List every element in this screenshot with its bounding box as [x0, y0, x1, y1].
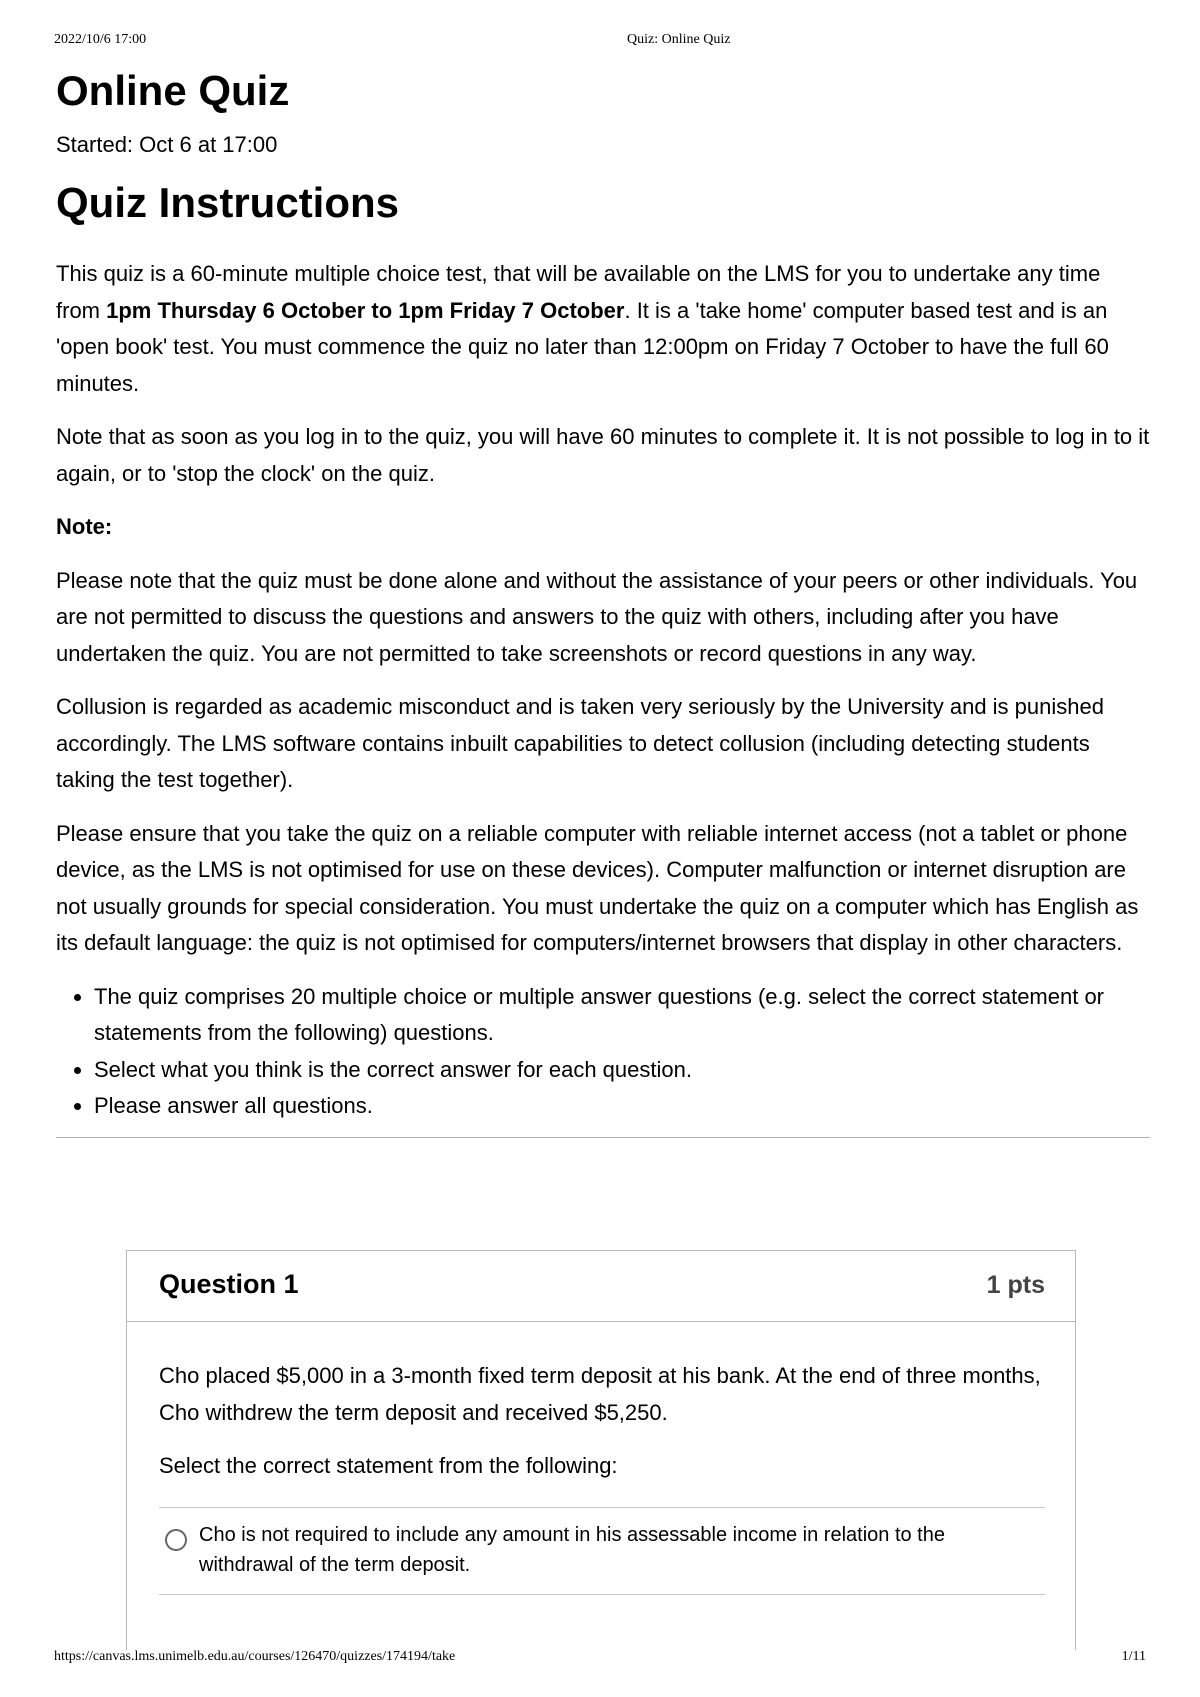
instructions-heading: Quiz Instructions: [56, 179, 400, 226]
list-item: • Select what you think is the correct answer for each question.: [94, 1052, 1150, 1089]
instructions-paragraph-collusion: Collusion is regarded as academic misconduct and is taken very seriously by the University and is punished accordingly. The LMS software contains inbuilt capabilities to detect collusion (including detecting students taking the test together).: [56, 694, 1104, 792]
print-url: https://canvas.lms.unimelb.edu.au/courses/126470/quizzes/174194/take: [54, 1649, 456, 1664]
instructions-text: This quiz is a 60-minute multiple choice test, that will be available on the LMS for you to undertake any time from: [56, 261, 1101, 323]
radio-button[interactable]: [165, 1529, 187, 1551]
instructions-rules-list: [56, 979, 1150, 1125]
instructions-paragraph-availability: [56, 256, 1150, 402]
question-title: Question 1: [159, 1269, 299, 1299]
print-page-title: Quiz: Online Quiz: [627, 32, 731, 47]
list-item: • The quiz comprises 20 multiple choice or multiple answer questions (e.g. select the correct statement or statements from the following) questions.: [94, 979, 1150, 1052]
note-label: Note:: [56, 514, 113, 539]
print-footer: [54, 1649, 1146, 1669]
instructions-paragraph-individual-work: Please note that the quiz must be done alone and without the assistance of your peers or other individuals. You are not permitted to discuss the questions and answers to the quiz with others, including after you have undertaken the quiz. You are not permitted to take screenshots or record questions in any way.: [56, 567, 1138, 666]
quiz-title: Online Quiz: [56, 67, 290, 114]
print-page-number: 1/11: [1121, 1649, 1146, 1664]
instructions-paragraph-technical: Please ensure that you take the quiz on a reliable computer with reliable internet access (not a tablet or phone device, as the LMS is not optimised for use on these devices). Computer malfunction or internet disruption are not usually grounds for special consideration. You must undertake the quiz on a computer which has English as its default language: the quiz is not optimised for computers/internet browsers that display in other characters.: [56, 820, 1139, 955]
quiz-content: [56, 62, 1150, 1138]
answer-option-label: Cho is not required to include any amount in his assessable income in relation to the withdrawal of the term deposit.: [199, 1523, 945, 1576]
question-text: Cho placed $5,000 in a 3-month fixed term deposit at his bank. At the end of three months, Cho withdrew the term deposit and received $5,250.: [159, 1363, 1041, 1425]
question-points: 1 pts: [986, 1271, 1045, 1299]
quiz-started-time: Started: Oct 6 at 17:00: [56, 132, 278, 157]
instructions-text: . It is a 'take home' computer based test and is an 'open book' test. You must commence the quiz no later than 12:00pm on Friday 7 October to have the full 60 minutes.: [56, 297, 1109, 396]
print-header: [54, 32, 1146, 52]
question-header: [127, 1251, 1075, 1322]
question-prompt: Select the correct statement from the following:: [159, 1453, 618, 1478]
print-date: 2022/10/6 17:00: [54, 32, 147, 47]
section-divider: [56, 1137, 1150, 1138]
answer-option[interactable]: [159, 1508, 1045, 1595]
question-card: [126, 1250, 1076, 1650]
question-body: [127, 1322, 1075, 1595]
instructions-paragraph-time-limit: Note that as soon as you log in to the quiz, you will have 60 minutes to complete it. It is not possible to log in to it again, or to 'stop the clock' on the quiz.: [56, 424, 1150, 486]
instructions-bold-dates: 1pm Thursday 6 October to 1pm Friday 7 October: [106, 297, 625, 323]
list-item: • Please answer all questions.: [94, 1088, 1150, 1125]
answer-list: [159, 1507, 1045, 1595]
